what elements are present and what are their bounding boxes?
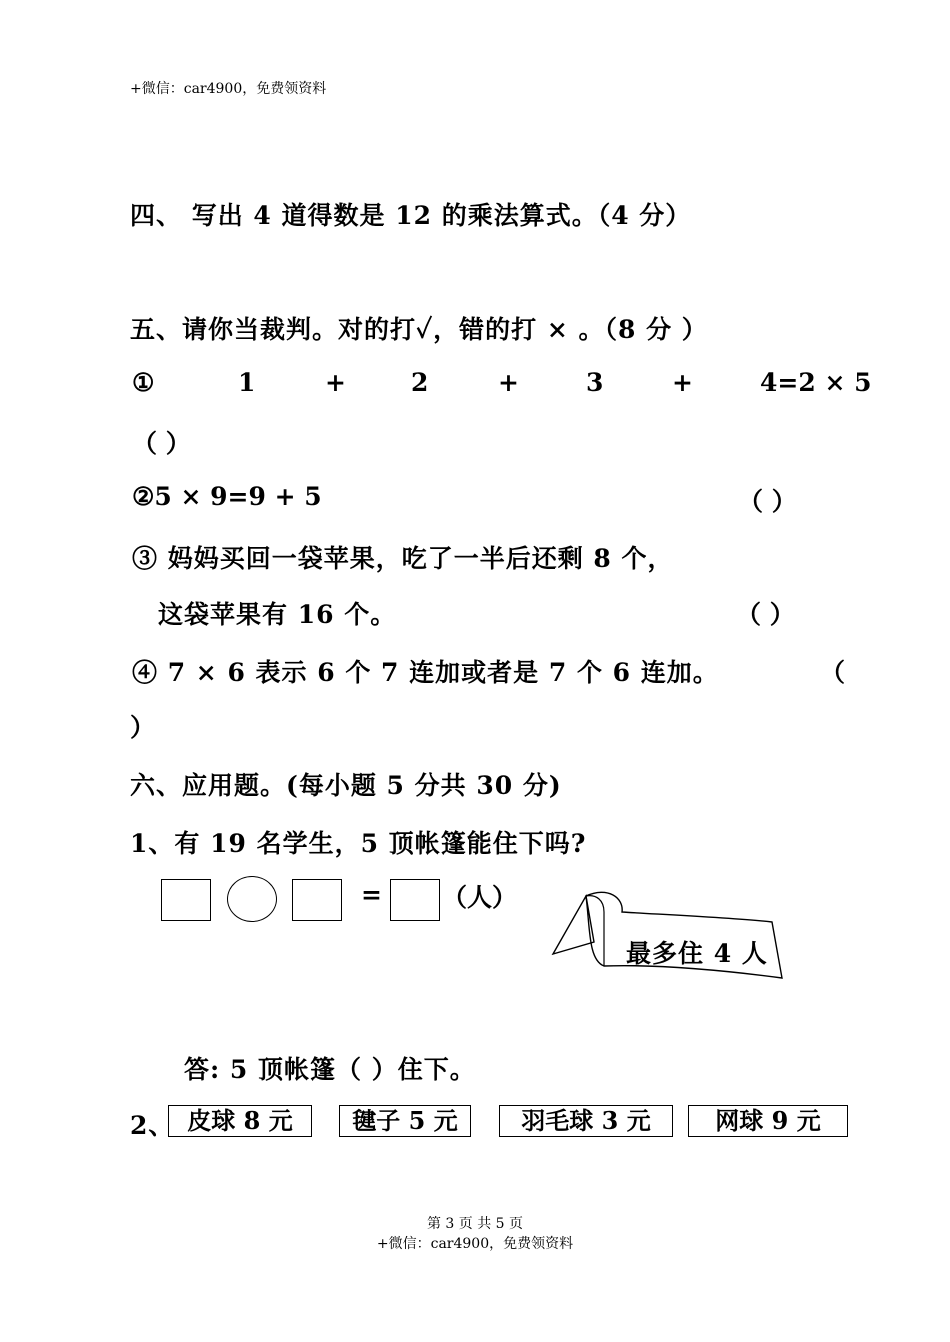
item4-paren-close[interactable]: ）	[130, 713, 156, 742]
item4-paren-open[interactable]: （	[820, 658, 846, 687]
item1-part-5: 3	[586, 368, 604, 397]
unit-label: （人）	[442, 883, 518, 912]
price-shuttlecock-kick: 毽子 5 元	[339, 1105, 471, 1137]
answer-box-2[interactable]	[292, 879, 342, 921]
answer-box-1[interactable]	[161, 879, 211, 921]
item3-line2: 这袋苹果有 16 个。	[158, 600, 397, 629]
problem2-label: 2、	[130, 1111, 175, 1140]
item1-part-7: 4=2 × 5	[760, 368, 872, 397]
tent-label: 最多住 4 人	[626, 939, 768, 968]
item3-answer-paren[interactable]: （ ）	[736, 600, 795, 629]
operator-circle[interactable]	[227, 876, 277, 922]
item2-text: ②5 × 9=9 + 5	[132, 482, 322, 511]
footer-page-number: 第 3 页 共 5 页	[426, 1216, 524, 1232]
problem1-answer: 答: 5 顶帐篷（ ）住下。	[184, 1055, 476, 1084]
equals-sign: =	[361, 880, 382, 909]
footer-watermark: +微信：car4900，免费领资料	[376, 1236, 574, 1252]
price-badminton: 羽毛球 3 元	[499, 1105, 673, 1137]
item1-marker: ①	[132, 368, 155, 397]
item1-part-3: 2	[411, 368, 429, 397]
section6-title: 六、应用题。(每小题 5 分共 30 分)	[130, 771, 562, 800]
item1-part-6: +	[672, 368, 693, 397]
answer-box-result[interactable]	[390, 879, 440, 921]
item1-part-1: 1	[238, 368, 256, 397]
section5-title: 五、请你当裁判。对的打✓，错的打 × 。（8 分 ）	[130, 315, 708, 344]
header-watermark: +微信：car4900，免费领资料	[130, 81, 327, 97]
item2-answer-paren[interactable]: （ ）	[738, 487, 797, 516]
section4-title: 四、 写出 4 道得数是 12 的乘法算式。（4 分）	[130, 201, 692, 230]
item4-text: ④ 7 × 6 表示 6 个 7 连加或者是 7 个 6 连加。	[132, 658, 719, 687]
tent-flap	[553, 896, 594, 954]
item3-line1: ③ 妈妈买回一袋苹果，吃了一半后还剩 8 个，	[132, 544, 674, 573]
problem1-question: 1、有 19 名学生，5 顶帐篷能住下吗?	[130, 829, 587, 858]
item1-part-2: +	[325, 368, 346, 397]
price-ball: 皮球 8 元	[168, 1105, 312, 1137]
item1-answer-paren[interactable]: （ ）	[132, 429, 191, 458]
price-tennis: 网球 9 元	[688, 1105, 848, 1137]
item1-part-4: +	[498, 368, 519, 397]
